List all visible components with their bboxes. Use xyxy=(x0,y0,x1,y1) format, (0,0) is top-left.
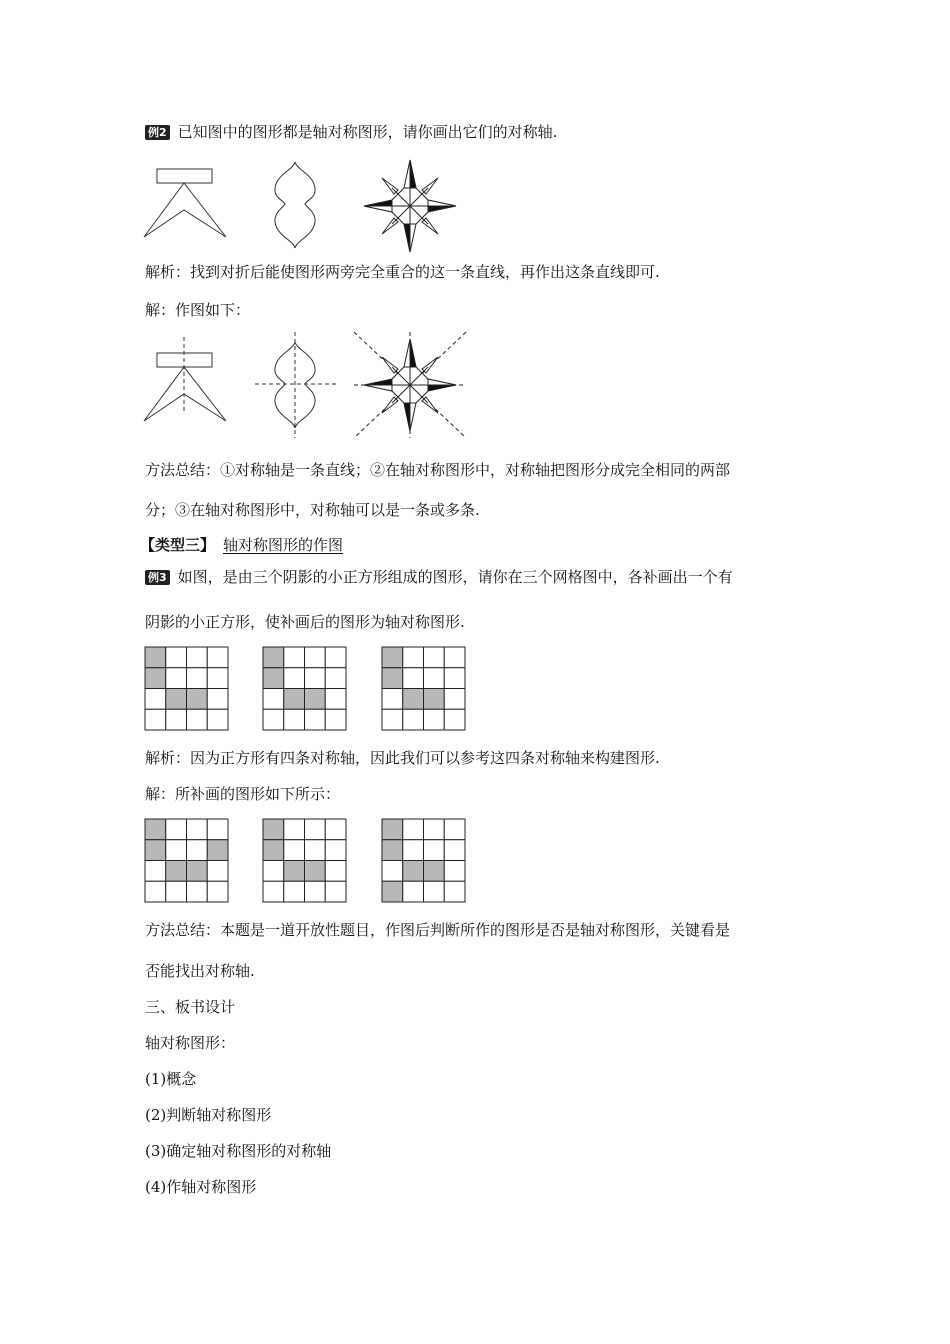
grid-cell-shaded xyxy=(145,668,166,689)
grid-cell xyxy=(263,709,284,730)
grid-cell xyxy=(207,861,228,882)
board-item-3: (3)确定轴对称图形的对称轴 xyxy=(145,1142,332,1160)
grid-cell xyxy=(166,647,187,668)
grid-cell xyxy=(284,709,305,730)
grid-cell xyxy=(325,668,346,689)
grid-cell xyxy=(444,881,465,902)
grid-cell xyxy=(325,819,346,840)
grid-cell-shaded xyxy=(305,689,326,710)
grid-cell-shaded xyxy=(382,668,403,689)
example-2-question xyxy=(145,122,557,142)
example-3-question-line-1 xyxy=(145,567,733,587)
answer-grid-1 xyxy=(144,818,228,902)
example-3-badge: 例3 xyxy=(145,570,170,585)
grid-cell xyxy=(166,840,187,861)
grid-cell xyxy=(444,709,465,730)
grid-cell xyxy=(166,881,187,902)
type-3-bracket: 【类型三】 xyxy=(140,536,216,554)
grid-cell-shaded xyxy=(187,861,208,882)
grid-cell xyxy=(207,709,228,730)
grid-cell xyxy=(187,819,208,840)
grid-cell-shaded xyxy=(145,840,166,861)
figure-roof-with-axis xyxy=(140,335,240,425)
example-2-summary-line-1: 方法总结：①对称轴是一条直线；②在轴对称图形中，对称轴把图形分成完全相同的两部 xyxy=(145,461,731,479)
grid-cell xyxy=(187,668,208,689)
type-3-title: 轴对称图形的作图 xyxy=(223,536,344,554)
question-grid-3 xyxy=(381,646,465,730)
grid-cell xyxy=(444,819,465,840)
grid-cell xyxy=(284,647,305,668)
grid-cell xyxy=(403,647,424,668)
grid-cell xyxy=(403,668,424,689)
grid-cell-shaded xyxy=(382,647,403,668)
grid-cell xyxy=(444,689,465,710)
grid-cell xyxy=(187,647,208,668)
example-2-summary-line-2: 分；③在轴对称图形中，对称轴可以是一条或多条. xyxy=(145,501,480,519)
grid-cell xyxy=(403,881,424,902)
example-3-summary-line-1: 方法总结：本题是一道开放性题目，作图后判断所作的图形是否是轴对称图形，关键看是 xyxy=(145,921,731,939)
grid-cell-shaded xyxy=(263,819,284,840)
grid-cell xyxy=(207,689,228,710)
figure-gourd-shape xyxy=(265,160,335,250)
grid-cell-shaded xyxy=(284,689,305,710)
figure-star-with-axes xyxy=(352,330,468,440)
grid-cell xyxy=(207,668,228,689)
grid-cell xyxy=(166,668,187,689)
grid-cell xyxy=(284,840,305,861)
grid-cell xyxy=(444,668,465,689)
grid-cell xyxy=(145,881,166,902)
grid-cell xyxy=(187,881,208,902)
grid-cell xyxy=(424,668,445,689)
grid-cell-shaded xyxy=(382,881,403,902)
figure-star-shape xyxy=(362,158,458,254)
grid-cell xyxy=(207,647,228,668)
example-3-question-text-1: 如图，是由三个阴影的小正方形组成的图形，请你在三个网格图中，各补画出一个有 xyxy=(177,568,733,586)
figure-roof-shape xyxy=(140,165,240,240)
example-2-question-text: 已知图中的图形都是轴对称图形，请你画出它们的对称轴. xyxy=(177,123,558,141)
example-3-summary-line-2: 否能找出对称轴. xyxy=(145,962,255,980)
grid-cell xyxy=(424,709,445,730)
grid-cell xyxy=(263,689,284,710)
grid-cell xyxy=(305,819,326,840)
grid-cell-shaded xyxy=(403,689,424,710)
grid-cell xyxy=(325,689,346,710)
grid-cell xyxy=(284,668,305,689)
grid-cell xyxy=(444,840,465,861)
grid-cell xyxy=(145,689,166,710)
grid-cell xyxy=(403,709,424,730)
grid-cell xyxy=(305,647,326,668)
example-2-analysis: 解析：找到对折后能使图形两旁完全重合的这一条直线，再作出这条直线即可. xyxy=(145,263,660,281)
grid-cell xyxy=(305,881,326,902)
example-2-solution: 解：作图如下： xyxy=(145,301,251,319)
grid-cell xyxy=(325,709,346,730)
grid-cell-shaded xyxy=(305,861,326,882)
grid-cell xyxy=(305,668,326,689)
board-item-1: (1)概念 xyxy=(145,1070,197,1088)
example-2-badge: 例2 xyxy=(145,125,170,140)
grid-cell xyxy=(444,861,465,882)
grid-cell xyxy=(207,819,228,840)
grid-cell xyxy=(145,709,166,730)
grid-cell xyxy=(382,689,403,710)
grid-cell xyxy=(284,881,305,902)
grid-cell xyxy=(166,709,187,730)
board-item-4: (4)作轴对称图形 xyxy=(145,1178,257,1196)
grid-cell xyxy=(325,840,346,861)
example-3-solution: 解：所补画的图形如下所示： xyxy=(145,785,341,803)
grid-cell xyxy=(424,881,445,902)
type-3-heading xyxy=(140,535,343,555)
example-3-analysis: 解析：因为正方形有四条对称轴，因此我们可以参考这四条对称轴来构建图形. xyxy=(145,749,660,767)
grid-cell xyxy=(325,647,346,668)
question-grid-1 xyxy=(144,646,228,730)
grid-cell xyxy=(382,709,403,730)
grid-cell-shaded xyxy=(145,819,166,840)
grid-cell-shaded xyxy=(263,668,284,689)
grid-cell xyxy=(187,840,208,861)
grid-cell xyxy=(207,881,228,902)
grid-cell xyxy=(305,840,326,861)
grid-cell xyxy=(403,840,424,861)
grid-cell xyxy=(305,709,326,730)
grid-cell xyxy=(187,709,208,730)
grid-cell xyxy=(145,861,166,882)
grid-cell-shaded xyxy=(263,840,284,861)
grid-cell-shaded xyxy=(187,689,208,710)
grid-cell xyxy=(424,840,445,861)
grid-cell xyxy=(382,861,403,882)
board-title: 轴对称图形： xyxy=(145,1034,236,1052)
figure-gourd-with-axes xyxy=(255,330,345,440)
grid-cell-shaded xyxy=(207,840,228,861)
board-item-2: (2)判断轴对称图形 xyxy=(145,1106,272,1124)
grid-cell xyxy=(325,881,346,902)
grid-cell-shaded xyxy=(166,689,187,710)
grid-cell xyxy=(284,819,305,840)
example-3-question-line-2: 阴影的小正方形，使补画后的图形为轴对称图形. xyxy=(145,613,465,631)
grid-cell-shaded xyxy=(382,819,403,840)
grid-cell-shaded xyxy=(424,861,445,882)
grid-cell-shaded xyxy=(145,647,166,668)
answer-grid-3 xyxy=(381,818,465,902)
grid-cell-shaded xyxy=(424,689,445,710)
grid-cell-shaded xyxy=(263,647,284,668)
grid-cell-shaded xyxy=(403,861,424,882)
grid-cell-shaded xyxy=(382,840,403,861)
grid-cell xyxy=(263,861,284,882)
grid-cell-shaded xyxy=(284,861,305,882)
question-grid-2 xyxy=(262,646,346,730)
grid-cell xyxy=(166,819,187,840)
grid-cell xyxy=(424,647,445,668)
grid-cell xyxy=(263,881,284,902)
answer-grid-2 xyxy=(262,818,346,902)
grid-cell xyxy=(424,819,445,840)
section-3-heading: 三、板书设计 xyxy=(145,998,236,1016)
grid-cell-shaded xyxy=(166,861,187,882)
grid-cell xyxy=(403,819,424,840)
grid-cell xyxy=(444,647,465,668)
grid-cell xyxy=(325,861,346,882)
